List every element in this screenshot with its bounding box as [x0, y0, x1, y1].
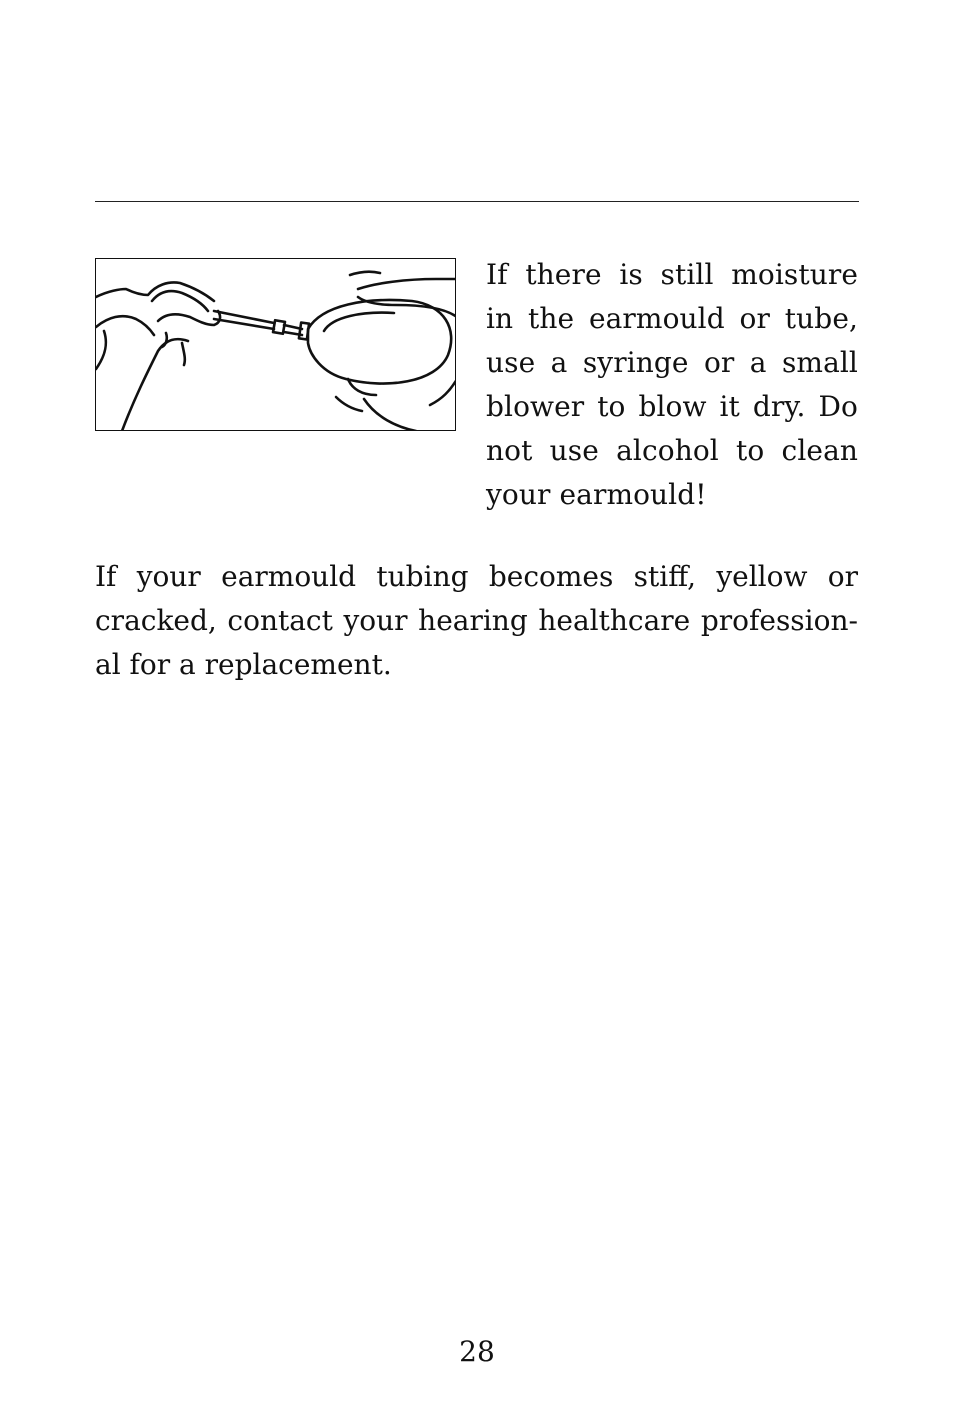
note-line: If your earmould tubing becomes stiff, yellow or: [95, 560, 858, 593]
instruction-line: If there is still moisture: [486, 258, 858, 291]
instruction-line: use a syringe or a small: [486, 346, 858, 379]
instruction-line: your earmould!: [486, 478, 707, 511]
note-line: al for a replacement.: [95, 648, 392, 681]
illustration-hands-blower: [95, 258, 456, 431]
hands-blower-drawing: [96, 259, 456, 431]
instruction-line: blower to blow it dry. Do: [486, 390, 858, 423]
moisture-instruction: [486, 253, 858, 517]
instruction-line: in the earmould or tube,: [486, 302, 858, 335]
instruction-line: not use alcohol to clean: [486, 434, 858, 467]
header-rule: [95, 201, 859, 202]
tubing-replacement-note: [95, 555, 858, 687]
note-line: cracked, contact your hearing healthcare profession-: [95, 604, 858, 637]
page-number: 28: [459, 1335, 495, 1368]
